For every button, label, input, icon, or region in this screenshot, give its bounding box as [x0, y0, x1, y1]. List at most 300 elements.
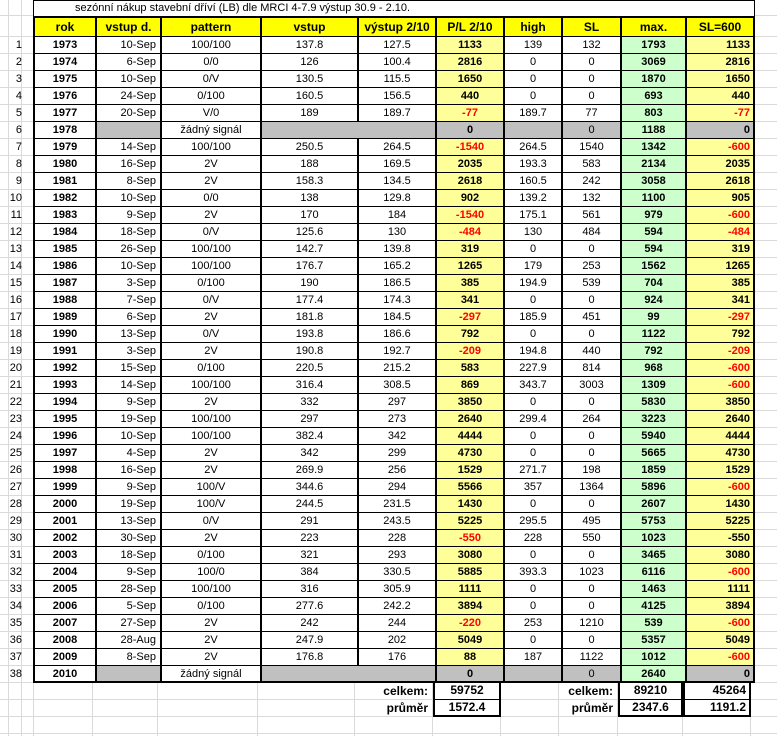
- cell-high[interactable]: 139.2: [503, 190, 561, 206]
- cell-pattern[interactable]: 0/V: [160, 71, 260, 87]
- cell-vystup[interactable]: 176: [357, 649, 435, 665]
- cell-vstup-d[interactable]: 5-Sep: [95, 598, 160, 614]
- sl600-average-value[interactable]: 1191.2: [683, 700, 751, 717]
- cell-sl600[interactable]: 792: [685, 326, 753, 342]
- cell-rok[interactable]: 1998: [52, 464, 78, 476]
- row-number[interactable]: 4: [0, 88, 33, 105]
- cell-vystup[interactable]: 273: [357, 411, 435, 427]
- col-header-rok[interactable]: rok: [55, 20, 75, 34]
- cell-sl600[interactable]: 2035: [685, 156, 753, 172]
- cell-pattern[interactable]: 2V: [160, 462, 260, 478]
- col-header-pattern[interactable]: pattern: [160, 18, 260, 36]
- cell-pattern[interactable]: 0/100: [160, 360, 260, 376]
- cell-pattern[interactable]: 2V: [160, 530, 260, 546]
- row-number[interactable]: 6: [0, 122, 33, 139]
- cell-pl-210[interactable]: 385: [435, 275, 503, 291]
- cell-vstup[interactable]: 244.5: [260, 496, 357, 512]
- cell-high[interactable]: 299.4: [503, 411, 561, 427]
- cell-max[interactable]: 594: [620, 224, 685, 240]
- cell-sl600[interactable]: -600: [685, 649, 753, 665]
- cell-vstup[interactable]: 190: [260, 275, 357, 291]
- row-number[interactable]: 33: [0, 581, 33, 598]
- cell-pattern[interactable]: žádný signál: [160, 666, 260, 681]
- cell-vstup[interactable]: 242: [260, 615, 357, 631]
- cell-rok[interactable]: 1990: [52, 328, 78, 340]
- row-number[interactable]: 16: [0, 292, 33, 309]
- row-number[interactable]: 38: [0, 666, 33, 683]
- cell-vystup[interactable]: 100.4: [357, 54, 435, 70]
- cell-sl[interactable]: 440: [561, 343, 620, 359]
- cell-rok[interactable]: 1993: [52, 379, 78, 391]
- cell-vstup-d[interactable]: 14-Sep: [95, 377, 160, 393]
- cell-vstup[interactable]: 342: [260, 445, 357, 461]
- cell-vystup[interactable]: 215.2: [357, 360, 435, 376]
- cell-vstup[interactable]: 384: [260, 564, 357, 580]
- cell-pl-210[interactable]: 583: [435, 360, 503, 376]
- row-number[interactable]: 10: [0, 190, 33, 207]
- cell-vstup[interactable]: 250.5: [260, 139, 357, 155]
- cell-high[interactable]: 0: [503, 445, 561, 461]
- cell-vstup[interactable]: 142.7: [260, 241, 357, 257]
- cell-pl-210[interactable]: 5885: [435, 564, 503, 580]
- cell-rok[interactable]: 1979: [52, 141, 78, 153]
- cell-pattern[interactable]: 0/V: [160, 513, 260, 529]
- cell-pattern[interactable]: 0/V: [160, 292, 260, 308]
- cell-rok[interactable]: 1982: [52, 192, 78, 204]
- cell-vstup[interactable]: 130.5: [260, 71, 357, 87]
- cell-sl[interactable]: 1023: [561, 564, 620, 580]
- row-number[interactable]: 31: [0, 547, 33, 564]
- max-average-value[interactable]: 2347.6: [618, 700, 683, 717]
- cell-max[interactable]: 4125: [620, 598, 685, 614]
- cell-max[interactable]: 5753: [620, 513, 685, 529]
- cell-max[interactable]: 1122: [620, 326, 685, 342]
- cell-vystup[interactable]: 127.5: [357, 37, 435, 53]
- cell-high[interactable]: 0: [503, 394, 561, 410]
- cell-rok[interactable]: 1987: [52, 277, 78, 289]
- cell-sl[interactable]: 0: [561, 632, 620, 648]
- cell-max[interactable]: 1870: [620, 71, 685, 87]
- cell-rok[interactable]: 1985: [52, 243, 78, 255]
- cell-sl[interactable]: 77: [561, 105, 620, 121]
- cell-vstup-d[interactable]: [95, 666, 160, 681]
- cell-pattern[interactable]: 100/V: [160, 496, 260, 512]
- cell-vstup-d[interactable]: 3-Sep: [95, 275, 160, 291]
- cell-pl-210[interactable]: 440: [435, 88, 503, 104]
- cell-high[interactable]: 0: [503, 547, 561, 563]
- cell-vystup[interactable]: 264.5: [357, 139, 435, 155]
- cell-sl[interactable]: 1540: [561, 139, 620, 155]
- cell-max[interactable]: 1562: [620, 258, 685, 274]
- cell-max[interactable]: 792: [620, 343, 685, 359]
- cell-max[interactable]: 1188: [620, 122, 685, 138]
- cell-vstup[interactable]: 189: [260, 105, 357, 121]
- cell-vstup[interactable]: 190.8: [260, 343, 357, 359]
- cell-vystup[interactable]: 186.6: [357, 326, 435, 342]
- cell-high[interactable]: 0: [503, 54, 561, 70]
- cell-rok[interactable]: 2008: [52, 634, 78, 646]
- totals-label-pl[interactable]: celkem:: [355, 683, 433, 700]
- cell-high[interactable]: 194.8: [503, 343, 561, 359]
- row-number[interactable]: 5: [0, 105, 33, 122]
- row-number[interactable]: 36: [0, 632, 33, 649]
- cell-vstup[interactable]: 344.6: [260, 479, 357, 495]
- cell-sl600[interactable]: 1265: [685, 258, 753, 274]
- row-number[interactable]: 28: [0, 496, 33, 513]
- row-number[interactable]: 19: [0, 343, 33, 360]
- cell-sl[interactable]: 0: [561, 547, 620, 563]
- cell-vstup-d[interactable]: 13-Sep: [95, 513, 160, 529]
- cell-vstup-d[interactable]: 10-Sep: [95, 37, 160, 53]
- cell-high[interactable]: 393.3: [503, 564, 561, 580]
- cell-high[interactable]: 0: [503, 292, 561, 308]
- col-header-vstup[interactable]: vstup: [260, 18, 357, 36]
- cell-sl[interactable]: 3003: [561, 377, 620, 393]
- cell-pattern[interactable]: 0/100: [160, 275, 260, 291]
- cell-sl[interactable]: 1122: [561, 649, 620, 665]
- cell-rok[interactable]: 1977: [52, 107, 78, 119]
- row-number[interactable]: 27: [0, 479, 33, 496]
- row-number[interactable]: 21: [0, 377, 33, 394]
- cell-pattern[interactable]: 100/100: [160, 37, 260, 53]
- cell-vystup[interactable]: 186.5: [357, 275, 435, 291]
- cell-max[interactable]: 968: [620, 360, 685, 376]
- cell-max[interactable]: 5357: [620, 632, 685, 648]
- cell-high[interactable]: 0: [503, 496, 561, 512]
- cell-vstup-d[interactable]: 18-Sep: [95, 224, 160, 240]
- row-number[interactable]: 18: [0, 326, 33, 343]
- cell-vstup-d[interactable]: 4-Sep: [95, 445, 160, 461]
- cell-rok[interactable]: 2003: [52, 549, 78, 561]
- cell-rok[interactable]: 1973: [52, 39, 78, 51]
- cell-vstup[interactable]: 160.5: [260, 88, 357, 104]
- cell-sl600[interactable]: 1111: [685, 581, 753, 597]
- cell-vstup[interactable]: 138: [260, 190, 357, 206]
- cell-rok[interactable]: 1995: [52, 413, 78, 425]
- cell-high[interactable]: 193.3: [503, 156, 561, 172]
- pl-average-value[interactable]: 1572.4: [433, 700, 501, 717]
- cell-sl[interactable]: 132: [561, 37, 620, 53]
- cell-pattern[interactable]: 2V: [160, 207, 260, 223]
- cell-pl-210[interactable]: 88: [435, 649, 503, 665]
- cell-rok[interactable]: 1976: [52, 90, 78, 102]
- cell-sl[interactable]: 0: [561, 122, 620, 138]
- cell-sl600[interactable]: 5225: [685, 513, 753, 529]
- cell-sl600[interactable]: 0: [685, 122, 753, 138]
- cell-pl-210[interactable]: 2640: [435, 411, 503, 427]
- col-header-vystup-210[interactable]: výstup 2/10: [357, 18, 435, 36]
- cell-sl600[interactable]: 1430: [685, 496, 753, 512]
- cell-vystup[interactable]: 330.5: [357, 564, 435, 580]
- cell-max[interactable]: 693: [620, 88, 685, 104]
- cell-sl[interactable]: 583: [561, 156, 620, 172]
- cell-sl600[interactable]: 0: [685, 666, 753, 681]
- cell-vstup-d[interactable]: 10-Sep: [95, 190, 160, 206]
- cell-vstup[interactable]: 188: [260, 156, 357, 172]
- cell-max[interactable]: 6116: [620, 564, 685, 580]
- cell-high[interactable]: 227.9: [503, 360, 561, 376]
- cell-sl[interactable]: 484: [561, 224, 620, 240]
- cell-vystup[interactable]: 244: [357, 615, 435, 631]
- cell-vstup-d[interactable]: 14-Sep: [95, 139, 160, 155]
- cell-vstup[interactable]: 193.8: [260, 326, 357, 342]
- cell-sl[interactable]: 0: [561, 581, 620, 597]
- cell-high[interactable]: 228: [503, 530, 561, 546]
- cell-pattern[interactable]: 2V: [160, 615, 260, 631]
- cell-pl-210[interactable]: 869: [435, 377, 503, 393]
- cell-high[interactable]: 0: [503, 598, 561, 614]
- cell-vstup-d[interactable]: 13-Sep: [95, 326, 160, 342]
- cell-pl-210[interactable]: 3080: [435, 547, 503, 563]
- row-number[interactable]: 15: [0, 275, 33, 292]
- cell-vstup-d[interactable]: 9-Sep: [95, 479, 160, 495]
- cell-pattern[interactable]: 0/0: [160, 190, 260, 206]
- cell-vstup-d[interactable]: 30-Sep: [95, 530, 160, 546]
- cell-vstup[interactable]: 170: [260, 207, 357, 223]
- cell-max[interactable]: 1463: [620, 581, 685, 597]
- cell-vystup[interactable]: [357, 666, 435, 681]
- cell-high[interactable]: 0: [503, 71, 561, 87]
- cell-sl600[interactable]: 2618: [685, 173, 753, 189]
- cell-vstup[interactable]: 269.9: [260, 462, 357, 478]
- sheet-title[interactable]: sezónní nákup stavební dříví (LB) dle MRCI 4-7.9 výstup 30.9 - 2.10.: [33, 0, 755, 16]
- col-header-vstup-d[interactable]: vstup d.: [95, 18, 160, 36]
- col-header-high[interactable]: high: [503, 18, 561, 36]
- cell-vstup[interactable]: 382.4: [260, 428, 357, 444]
- row-number[interactable]: 9: [0, 173, 33, 190]
- cell-vystup[interactable]: 243.5: [357, 513, 435, 529]
- cell-rok[interactable]: 1999: [52, 481, 78, 493]
- cell-vstup[interactable]: 126: [260, 54, 357, 70]
- cell-vystup[interactable]: 242.2: [357, 598, 435, 614]
- cell-max[interactable]: 3465: [620, 547, 685, 563]
- cell-high[interactable]: 187: [503, 649, 561, 665]
- cell-vstup[interactable]: 321: [260, 547, 357, 563]
- cell-rok[interactable]: 1984: [52, 226, 78, 238]
- cell-vystup[interactable]: 294: [357, 479, 435, 495]
- cell-vstup[interactable]: 316: [260, 581, 357, 597]
- cell-high[interactable]: 160.5: [503, 173, 561, 189]
- cell-sl[interactable]: 0: [561, 326, 620, 342]
- cell-rok[interactable]: 2010: [52, 668, 78, 680]
- cell-max[interactable]: 539: [620, 615, 685, 631]
- cell-pl-210[interactable]: -484: [435, 224, 503, 240]
- cell-high[interactable]: 271.7: [503, 462, 561, 478]
- cell-pl-210[interactable]: -220: [435, 615, 503, 631]
- cell-sl600[interactable]: 1133: [685, 37, 753, 53]
- cell-vstup-d[interactable]: 10-Sep: [95, 71, 160, 87]
- cell-pattern[interactable]: 2V: [160, 394, 260, 410]
- cell-rok[interactable]: 1981: [52, 175, 78, 187]
- cell-pattern[interactable]: 0/100: [160, 88, 260, 104]
- average-label-max[interactable]: průměr: [559, 700, 618, 717]
- cell-sl600[interactable]: -600: [685, 377, 753, 393]
- cell-pattern[interactable]: 0/V: [160, 224, 260, 240]
- cell-pl-210[interactable]: 2035: [435, 156, 503, 172]
- cell-high[interactable]: 175.1: [503, 207, 561, 223]
- cell-pl-210[interactable]: 792: [435, 326, 503, 342]
- cell-pl-210[interactable]: 0: [435, 666, 503, 681]
- cell-high[interactable]: 357: [503, 479, 561, 495]
- cell-vstup-d[interactable]: 28-Sep: [95, 581, 160, 597]
- cell-sl600[interactable]: 3850: [685, 394, 753, 410]
- cell-rok[interactable]: 1989: [52, 311, 78, 323]
- cell-pattern[interactable]: 100/100: [160, 139, 260, 155]
- cell-sl[interactable]: 814: [561, 360, 620, 376]
- cell-rok[interactable]: 2002: [52, 532, 78, 544]
- cell-max[interactable]: 1859: [620, 462, 685, 478]
- cell-sl600[interactable]: -600: [685, 360, 753, 376]
- cell-vystup[interactable]: 299: [357, 445, 435, 461]
- cell-vstup[interactable]: 247.9: [260, 632, 357, 648]
- cell-vstup-d[interactable]: 7-Sep: [95, 292, 160, 308]
- cell-vystup[interactable]: 256: [357, 462, 435, 478]
- col-header-sl[interactable]: SL: [561, 18, 620, 36]
- cell-pattern[interactable]: V/0: [160, 105, 260, 121]
- cell-rok[interactable]: 1988: [52, 294, 78, 306]
- cell-pl-210[interactable]: -297: [435, 309, 503, 325]
- cell-sl[interactable]: 561: [561, 207, 620, 223]
- cell-pattern[interactable]: 0/V: [160, 326, 260, 342]
- cell-vstup[interactable]: 176.8: [260, 649, 357, 665]
- cell-vstup-d[interactable]: 3-Sep: [95, 343, 160, 359]
- cell-vstup[interactable]: 158.3: [260, 173, 357, 189]
- cell-max[interactable]: 3223: [620, 411, 685, 427]
- cell-sl[interactable]: 0: [561, 666, 620, 681]
- cell-pl-210[interactable]: 3894: [435, 598, 503, 614]
- cell-pl-210[interactable]: 902: [435, 190, 503, 206]
- cell-sl600[interactable]: 4444: [685, 428, 753, 444]
- cell-sl600[interactable]: -600: [685, 479, 753, 495]
- cell-vstup-d[interactable]: 10-Sep: [95, 258, 160, 274]
- cell-vstup-d[interactable]: 9-Sep: [95, 394, 160, 410]
- cell-pl-210[interactable]: -77: [435, 105, 503, 121]
- cell-high[interactable]: 139: [503, 37, 561, 53]
- row-number[interactable]: 14: [0, 258, 33, 275]
- col-header-sl600[interactable]: SL=600: [685, 18, 753, 36]
- cell-max[interactable]: 2607: [620, 496, 685, 512]
- cell-max[interactable]: 5940: [620, 428, 685, 444]
- cell-max[interactable]: 704: [620, 275, 685, 291]
- cell-rok[interactable]: 2000: [52, 498, 78, 510]
- cell-vstup-d[interactable]: 8-Sep: [95, 649, 160, 665]
- cell-vstup[interactable]: 223: [260, 530, 357, 546]
- cell-pattern[interactable]: 100/100: [160, 377, 260, 393]
- cell-pl-210[interactable]: 1111: [435, 581, 503, 597]
- cell-max[interactable]: 979: [620, 207, 685, 223]
- cell-sl[interactable]: 451: [561, 309, 620, 325]
- cell-pl-210[interactable]: 1133: [435, 37, 503, 53]
- pl-total-value[interactable]: 59752: [433, 683, 501, 700]
- cell-vstup-d[interactable]: 24-Sep: [95, 88, 160, 104]
- cell-sl[interactable]: 0: [561, 394, 620, 410]
- row-number[interactable]: 3: [0, 71, 33, 88]
- cell-vystup[interactable]: 184: [357, 207, 435, 223]
- cell-sl600[interactable]: -600: [685, 207, 753, 223]
- cell-pattern[interactable]: 100/100: [160, 241, 260, 257]
- cell-pl-210[interactable]: -1540: [435, 139, 503, 155]
- cell-vstup[interactable]: 177.4: [260, 292, 357, 308]
- cell-pattern[interactable]: 0/100: [160, 598, 260, 614]
- cell-vstup[interactable]: 137.8: [260, 37, 357, 53]
- cell-rok[interactable]: 1994: [52, 396, 78, 408]
- cell-max[interactable]: 924: [620, 292, 685, 308]
- cell-pl-210[interactable]: 5225: [435, 513, 503, 529]
- cell-pl-210[interactable]: 5049: [435, 632, 503, 648]
- cell-vystup[interactable]: [357, 122, 435, 138]
- cell-sl600[interactable]: 3894: [685, 598, 753, 614]
- row-number[interactable]: 8: [0, 156, 33, 173]
- cell-vystup[interactable]: 297: [357, 394, 435, 410]
- cell-sl600[interactable]: 2640: [685, 411, 753, 427]
- cell-rok[interactable]: 1975: [52, 73, 78, 85]
- cell-max[interactable]: 5896: [620, 479, 685, 495]
- cell-rok[interactable]: 1974: [52, 56, 78, 68]
- row-number[interactable]: 24: [0, 428, 33, 445]
- row-number[interactable]: 37: [0, 649, 33, 666]
- row-number[interactable]: 25: [0, 445, 33, 462]
- cell-high[interactable]: 0: [503, 632, 561, 648]
- cell-high[interactable]: 343.7: [503, 377, 561, 393]
- cell-vstup-d[interactable]: 10-Sep: [95, 428, 160, 444]
- average-label-pl[interactable]: průměr: [355, 700, 433, 717]
- cell-max[interactable]: 2640: [620, 666, 685, 681]
- cell-sl[interactable]: 1364: [561, 479, 620, 495]
- cell-vystup[interactable]: 308.5: [357, 377, 435, 393]
- cell-pattern[interactable]: 100/V: [160, 479, 260, 495]
- cell-sl600[interactable]: -600: [685, 615, 753, 631]
- cell-pl-210[interactable]: 1430: [435, 496, 503, 512]
- row-number[interactable]: 7: [0, 139, 33, 156]
- cell-pattern[interactable]: 2V: [160, 156, 260, 172]
- cell-sl600[interactable]: -484: [685, 224, 753, 240]
- row-number[interactable]: 2: [0, 54, 33, 71]
- cell-sl[interactable]: 0: [561, 598, 620, 614]
- cell-max[interactable]: 1793: [620, 37, 685, 53]
- cell-rok[interactable]: 1991: [52, 345, 78, 357]
- cell-vstup-d[interactable]: 8-Sep: [95, 173, 160, 189]
- cell-sl600[interactable]: -77: [685, 105, 753, 121]
- totals-label-max[interactable]: celkem:: [559, 683, 618, 700]
- cell-pattern[interactable]: 100/0: [160, 564, 260, 580]
- cell-vstup-d[interactable]: 28-Aug: [95, 632, 160, 648]
- row-number[interactable]: 12: [0, 224, 33, 241]
- cell-high[interactable]: [503, 666, 561, 681]
- cell-sl[interactable]: 253: [561, 258, 620, 274]
- cell-pl-210[interactable]: 1650: [435, 71, 503, 87]
- row-number[interactable]: 30: [0, 530, 33, 547]
- cell-pattern[interactable]: 2V: [160, 343, 260, 359]
- cell-rok[interactable]: 1986: [52, 260, 78, 272]
- cell-max[interactable]: 1342: [620, 139, 685, 155]
- cell-high[interactable]: 264.5: [503, 139, 561, 155]
- cell-sl[interactable]: 0: [561, 54, 620, 70]
- cell-pl-210[interactable]: 319: [435, 241, 503, 257]
- cell-sl[interactable]: 495: [561, 513, 620, 529]
- cell-high[interactable]: [503, 122, 561, 138]
- cell-sl[interactable]: 0: [561, 88, 620, 104]
- cell-sl[interactable]: 264: [561, 411, 620, 427]
- cell-vstup-d[interactable]: 26-Sep: [95, 241, 160, 257]
- cell-high[interactable]: 0: [503, 428, 561, 444]
- row-number[interactable]: 20: [0, 360, 33, 377]
- cell-vystup[interactable]: 165.2: [357, 258, 435, 274]
- cell-vstup[interactable]: 297: [260, 411, 357, 427]
- cell-vystup[interactable]: 139.8: [357, 241, 435, 257]
- cell-vstup-d[interactable]: 18-Sep: [95, 547, 160, 563]
- cell-vstup[interactable]: 181.8: [260, 309, 357, 325]
- cell-pl-210[interactable]: 3850: [435, 394, 503, 410]
